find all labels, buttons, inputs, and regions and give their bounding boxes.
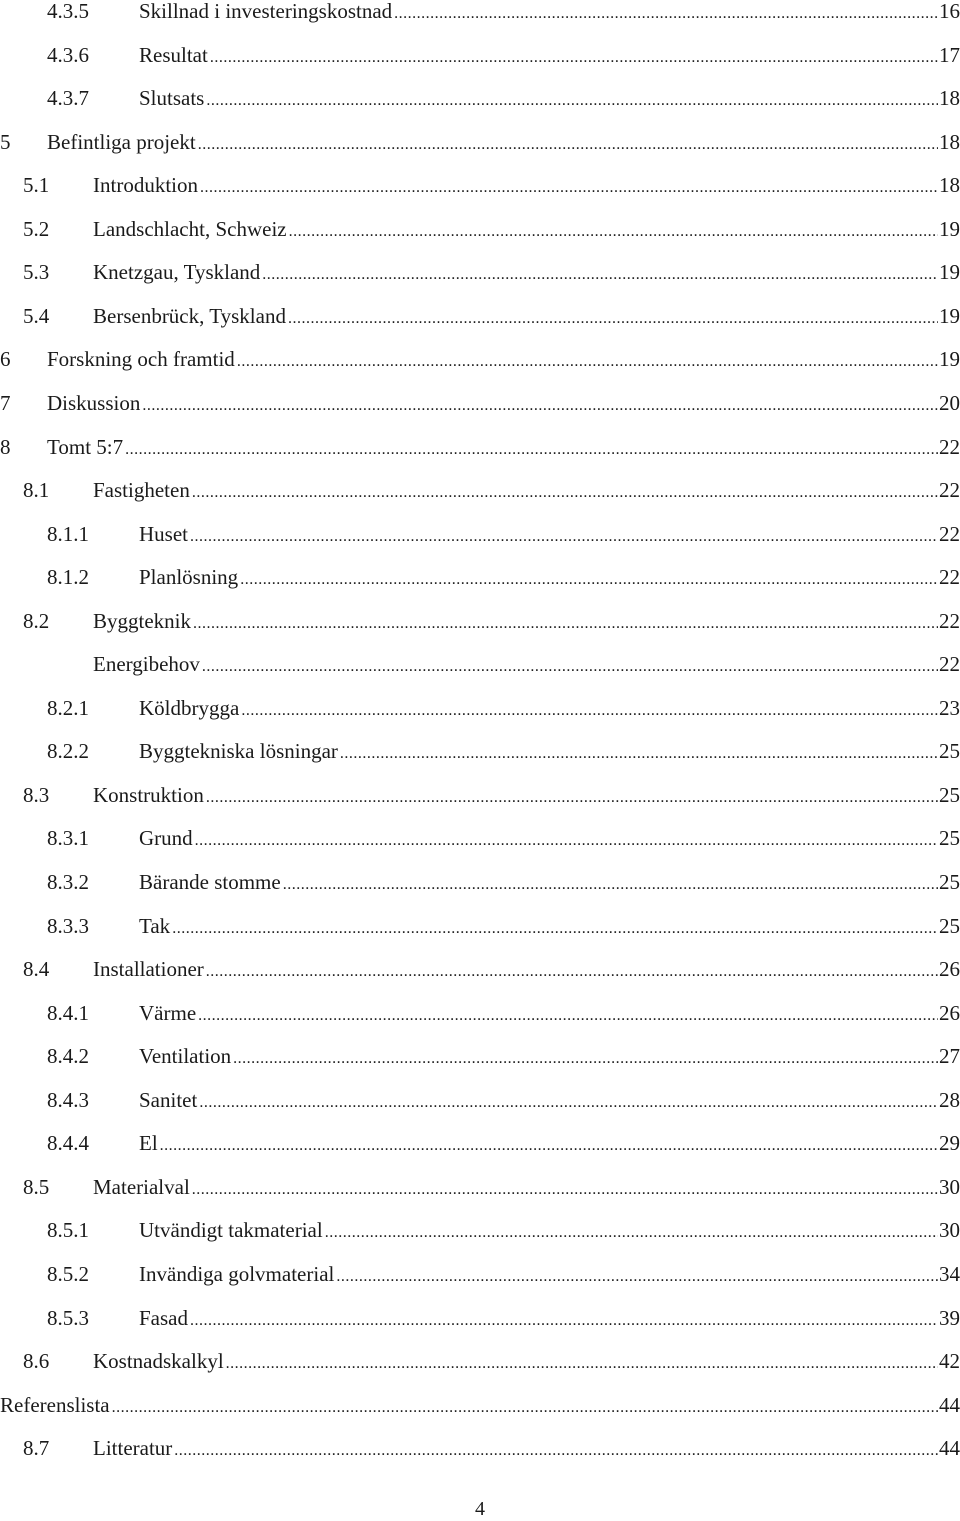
toc-entry-number: 7 — [0, 390, 11, 415]
toc-entry-page: 17 — [939, 42, 960, 67]
toc-entry-number: 6 — [0, 347, 11, 372]
toc-entry-title: Köldbrygga — [139, 695, 240, 720]
toc-entry-number: 5.1 — [23, 173, 50, 198]
toc-entry-title: Litteratur — [93, 1436, 173, 1461]
toc-dot-leader — [198, 132, 938, 158]
toc-entry[interactable] — [0, 129, 960, 173]
toc-entry-number: 5 — [0, 129, 11, 154]
toc-entry[interactable] — [0, 564, 960, 608]
toc-entry[interactable] — [0, 434, 960, 478]
toc-dot-leader — [336, 1264, 938, 1290]
toc-entry-page: 22 — [939, 478, 960, 503]
toc-entry[interactable] — [0, 738, 960, 782]
toc-entry-page: 25 — [939, 739, 960, 764]
toc-entry-title: Bersenbrück, Tyskland — [93, 303, 286, 328]
toc-dot-leader — [210, 45, 938, 71]
toc-entry-title: Referenslista — [0, 1392, 110, 1417]
toc-entry-number: 4.3.6 — [47, 42, 89, 67]
toc-entry-title: Kostnadskalkyl — [93, 1349, 224, 1374]
toc-entry[interactable] — [0, 1348, 960, 1392]
toc-entry-page: 44 — [939, 1436, 960, 1461]
toc-entry-page: 22 — [939, 608, 960, 633]
toc-entry-title: Bärande stomme — [139, 870, 281, 894]
toc-dot-leader — [190, 524, 938, 550]
toc-entry-page: 44 — [939, 1392, 960, 1417]
toc-entry-number: 4.3.7 — [47, 86, 89, 111]
toc-entry-title: Planlösning — [139, 565, 239, 590]
toc-entry-title: Byggtekniska lösningar — [139, 739, 338, 764]
toc-dot-leader — [174, 1438, 938, 1464]
toc-entry[interactable] — [0, 477, 960, 521]
toc-entry[interactable] — [0, 42, 960, 86]
toc-entry-page: 16 — [939, 0, 960, 23]
toc-entry-number: 5.3 — [23, 260, 50, 285]
toc-dot-leader — [193, 611, 938, 637]
toc-entry-page: 25 — [939, 782, 960, 807]
toc-dot-leader — [262, 262, 938, 288]
toc-entry-title: Energibehov — [93, 652, 200, 677]
toc-dot-leader — [195, 828, 938, 854]
toc-entry-page: 25 — [939, 826, 960, 851]
toc-entry[interactable] — [0, 651, 960, 695]
toc-entry-title: Diskussion — [47, 390, 141, 415]
toc-dot-leader — [206, 785, 938, 811]
toc-entry-title: Materialval — [93, 1174, 190, 1199]
toc-dot-leader — [240, 567, 938, 593]
toc-entry-title: Sanitet — [139, 1087, 198, 1112]
toc-entry-title: Fasad — [139, 1305, 188, 1330]
toc-entry-title: Resultat — [139, 42, 208, 67]
toc-entry[interactable] — [0, 1174, 960, 1218]
toc-entry-page: 22 — [939, 521, 960, 546]
toc-entry-page: 19 — [939, 260, 960, 285]
toc-entry-title: Skillnad i investeringskostnad — [139, 0, 393, 23]
toc-entry-title: Ventilation — [139, 1044, 232, 1069]
toc-entry[interactable] — [0, 1087, 960, 1131]
toc-entry-title: Slutsats — [139, 86, 205, 111]
toc-dot-leader — [199, 1090, 938, 1116]
toc-entry-number: 8.3.2 — [47, 870, 89, 894]
toc-entry-number: 8.3.3 — [47, 913, 89, 938]
toc-entry-page: 20 — [939, 390, 960, 415]
toc-entry-number: 8.4.4 — [47, 1131, 89, 1156]
toc-dot-leader — [172, 916, 938, 942]
toc-entry[interactable] — [0, 1043, 960, 1087]
toc-dot-leader — [233, 1046, 938, 1072]
toc-entry[interactable] — [0, 608, 960, 652]
toc-entry-page: 18 — [939, 173, 960, 198]
toc-entry-title: Forskning och framtid — [47, 347, 235, 372]
toc-entry[interactable] — [0, 259, 960, 303]
toc-dot-leader — [198, 1003, 938, 1029]
toc-entry-number: 8.2 — [23, 608, 50, 633]
toc-entry[interactable] — [0, 1130, 960, 1174]
toc-entry[interactable] — [0, 1435, 960, 1479]
toc-entry-page: 30 — [939, 1218, 960, 1243]
toc-entry-number: 8.5.1 — [47, 1218, 89, 1243]
toc-entry[interactable] — [0, 172, 960, 216]
toc-entry[interactable] — [0, 825, 960, 869]
toc-dot-leader — [226, 1351, 938, 1377]
toc-entry-title: Konstruktion — [93, 782, 204, 807]
toc-entry-number: 8.3 — [23, 782, 50, 807]
toc-entry-number: 8.3.1 — [47, 826, 89, 851]
toc-entry-number: 8.4 — [23, 957, 50, 982]
toc-entry[interactable] — [0, 1392, 960, 1436]
toc-entry-title: Knetzgau, Tyskland — [93, 260, 261, 285]
toc-entry-number: 8.5 — [23, 1174, 50, 1199]
toc-entry-page: 26 — [939, 957, 960, 982]
toc-dot-leader — [160, 1133, 938, 1159]
toc-entry-page: 23 — [939, 695, 960, 720]
toc-entry[interactable] — [0, 1217, 960, 1261]
toc-entry[interactable] — [0, 216, 960, 260]
toc-entry-page: 28 — [939, 1087, 960, 1112]
toc-entry-title: Installationer — [93, 957, 204, 982]
toc-dot-leader — [190, 1308, 938, 1334]
toc-entry-number: 8.4.2 — [47, 1044, 89, 1069]
toc-entry-page: 18 — [939, 86, 960, 111]
toc-dot-leader — [206, 959, 938, 985]
toc-entry[interactable] — [0, 1305, 960, 1349]
toc-entry[interactable] — [0, 956, 960, 1000]
toc-dot-leader — [206, 88, 938, 114]
toc-entry-number: 8.5.2 — [47, 1261, 89, 1286]
toc-entry-title: El — [139, 1131, 158, 1156]
toc-entry-page: 22 — [939, 565, 960, 590]
toc-entry-page: 19 — [939, 303, 960, 328]
toc-entry[interactable] — [0, 1261, 960, 1305]
toc-entry-title: Tomt 5:7 — [47, 434, 124, 459]
toc-entry-page: 19 — [939, 216, 960, 241]
toc-entry-title: Fastigheten — [93, 478, 190, 503]
toc-dot-leader — [200, 175, 938, 201]
toc-dot-leader — [394, 1, 938, 27]
toc-entry-number: 8.1 — [23, 478, 50, 503]
toc-entry-page: 42 — [939, 1349, 960, 1374]
toc-entry-number: 8.2.2 — [47, 739, 89, 764]
toc-dot-leader — [340, 741, 938, 767]
toc-entry-number: 4.3.5 — [47, 0, 89, 23]
toc-entry-title: Invändiga golvmaterial — [139, 1261, 335, 1286]
toc-entry[interactable] — [0, 913, 960, 957]
toc-entry[interactable] — [0, 1000, 960, 1044]
toc-dot-leader — [112, 1395, 938, 1421]
toc-entry-number: 8.6 — [23, 1349, 50, 1374]
toc-dot-leader — [142, 393, 938, 419]
toc-entry-page: 29 — [939, 1131, 960, 1156]
toc-entry[interactable] — [0, 0, 960, 42]
toc-entry-title: Befintliga projekt — [47, 129, 196, 154]
toc-entry-title: Utvändigt takmaterial — [139, 1218, 323, 1243]
toc-entry[interactable] — [0, 303, 960, 347]
toc-dot-leader — [288, 306, 938, 332]
toc-entry-page: 22 — [939, 434, 960, 459]
toc-entry-title: Tak — [139, 913, 171, 938]
toc-entry-title: Grund — [139, 826, 193, 851]
toc-dot-leader — [192, 480, 938, 506]
toc-entry-title: Landschlacht, Schweiz — [93, 216, 287, 241]
page-number: 4 — [475, 1498, 485, 1520]
toc-entry-page: 26 — [939, 1000, 960, 1025]
toc-entry-number: 5.2 — [23, 216, 50, 241]
toc-entry-number: 8.2.1 — [47, 695, 89, 720]
toc-entry[interactable] — [0, 390, 960, 434]
toc-dot-leader — [241, 698, 938, 724]
toc-entry-number: 8.4.3 — [47, 1087, 89, 1112]
toc-dot-leader — [125, 437, 938, 463]
toc-dot-leader — [192, 1177, 938, 1203]
toc-entry-page: 25 — [939, 913, 960, 938]
toc-dot-leader — [237, 349, 938, 375]
toc-entry-page: 19 — [939, 347, 960, 372]
toc-entry-page: 34 — [939, 1261, 960, 1286]
toc-entry[interactable] — [0, 85, 960, 129]
toc-entry-page: 27 — [939, 1044, 960, 1069]
toc-entry[interactable] — [0, 521, 960, 565]
toc-entry-number: 8.7 — [23, 1436, 50, 1461]
toc-entry-page: 30 — [939, 1174, 960, 1199]
toc-entry-number: 5.4 — [23, 303, 50, 328]
toc-entry-number: 8 — [0, 434, 11, 459]
toc-entry-title: Värme — [139, 1000, 197, 1025]
toc-entry-number: 8.1.2 — [47, 565, 89, 590]
toc-entry-title: Byggteknik — [93, 608, 191, 633]
toc-entry[interactable] — [0, 782, 960, 826]
toc-entry-number: 8.4.1 — [47, 1000, 89, 1025]
toc-dot-leader — [289, 219, 938, 245]
toc-entry-page: 25 — [939, 870, 960, 894]
toc-entry-number: 8.1.1 — [47, 521, 89, 546]
toc-dot-leader — [283, 872, 938, 898]
toc-dot-leader — [325, 1220, 938, 1246]
toc-entry-page: 18 — [939, 129, 960, 154]
toc-dot-leader — [202, 654, 938, 680]
toc-entry-page: 22 — [939, 652, 960, 677]
toc-entry-title: Huset — [139, 521, 188, 546]
toc-entry[interactable] — [0, 346, 960, 390]
toc-entry[interactable] — [0, 695, 960, 739]
toc-entry-title: Introduktion — [93, 173, 198, 198]
toc-entry-page: 39 — [939, 1305, 960, 1330]
toc-entry[interactable] — [0, 869, 960, 913]
toc-entry-number: 8.5.3 — [47, 1305, 89, 1330]
